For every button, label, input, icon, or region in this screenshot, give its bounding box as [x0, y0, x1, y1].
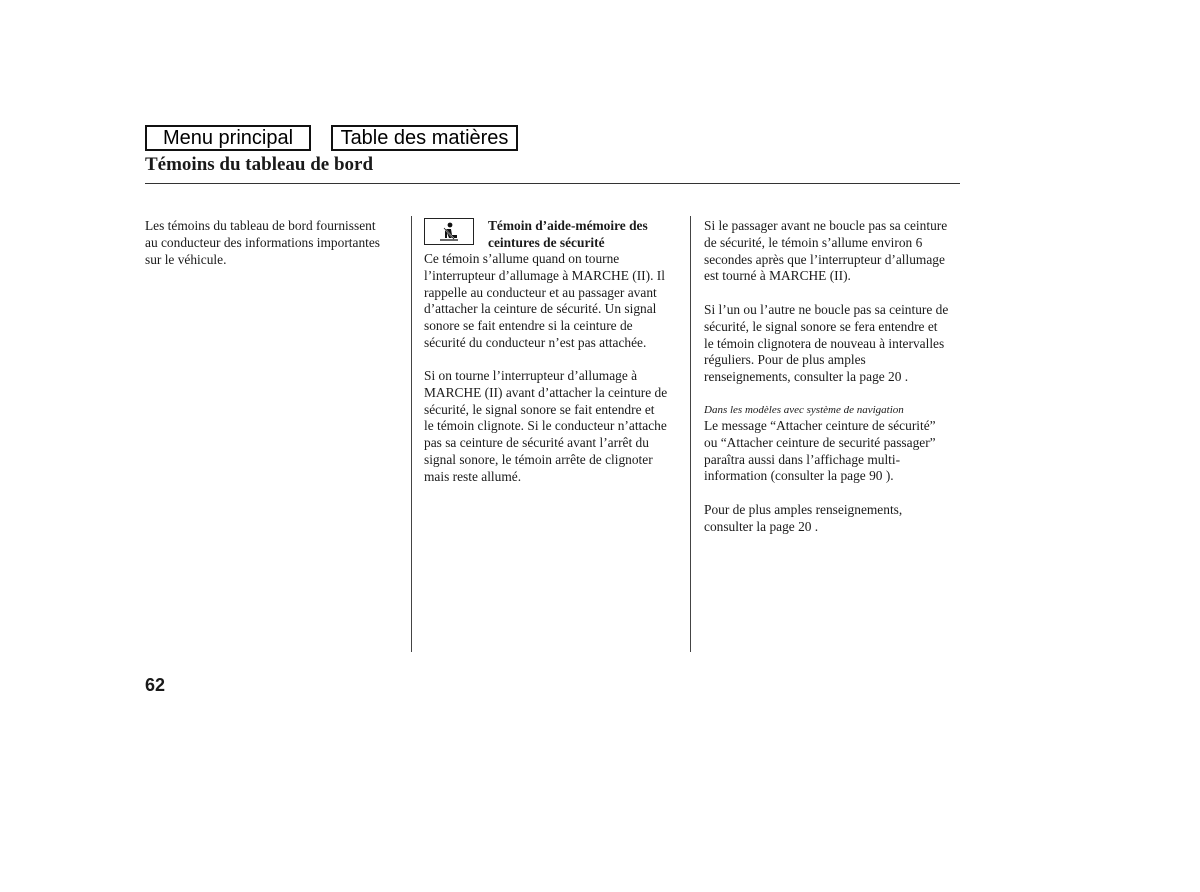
seatbelt-paragraph-2 — [424, 368, 667, 486]
text-line: d’attacher la ceinture de sécurité. Un signal — [424, 301, 657, 317]
heading-line: ceintures de sécurité — [488, 234, 605, 250]
heading-line: Témoin d’aide-mémoire des — [488, 218, 648, 233]
seatbelt-paragraph-1 — [424, 251, 665, 352]
text-line: mais reste allumé. — [424, 468, 522, 484]
text-line: ou “Attacher ceinture de securité passager” — [704, 434, 936, 450]
text-line: sur le véhicule. — [145, 251, 227, 267]
text-line: secondes après que l’interrupteur d’allumage — [704, 251, 945, 267]
text-line: consulter la page 20 . — [704, 518, 819, 534]
text-line: est tourné à MARCHE (II). — [704, 268, 851, 284]
seatbelt-reminder-heading — [488, 218, 648, 252]
passenger-paragraph — [704, 218, 947, 285]
text-line: sécurité, le signal sonore se fera entendre et — [704, 318, 938, 334]
text-line: Le message “Attacher ceinture de sécurité” — [704, 418, 936, 433]
text-line: Si le passager avant ne boucle pas sa ceinture — [704, 218, 948, 233]
column-divider-right — [690, 216, 691, 652]
text-line: Ce témoin s’allume quand on tourne — [424, 251, 620, 266]
text-line: Si on tourne l’interrupteur d’allumage à — [424, 368, 638, 383]
seatbelt-icon — [436, 222, 462, 242]
text-line: réguliers. Pour de plus amples — [704, 352, 866, 368]
text-line: sonore se fait entendre si la ceinture de — [424, 318, 633, 334]
text-line: Pour de plus amples renseignements, — [704, 502, 903, 517]
text-line: paraîtra aussi dans l’affichage multi- — [704, 451, 901, 467]
page-number: 62 — [145, 675, 166, 695]
text-line: Si l’un ou l’autre ne boucle pas sa ceinture de — [704, 302, 949, 317]
text-line: renseignements, consulter la page 20 . — [704, 369, 909, 385]
text-line: le témoin clignote. Si le conducteur n’attache — [424, 418, 667, 434]
more-info-paragraph — [704, 502, 902, 536]
multi-info-paragraph — [704, 418, 936, 485]
page-title: Témoins du tableau de bord — [145, 154, 374, 175]
interval-paragraph — [704, 302, 948, 386]
text-line: au conducteur des informations importantes — [145, 234, 381, 250]
text-line: l’interrupteur d’allumage à MARCHE (II). Il — [424, 267, 665, 283]
text-line: rappelle au conducteur et au passager avant — [424, 284, 657, 300]
text-line: signal sonore, le témoin arrête de clignoter — [424, 451, 653, 467]
table-of-contents-button[interactable]: Table des matières — [331, 125, 518, 151]
text-line: MARCHE (II) avant d’attacher la ceinture de — [424, 384, 668, 400]
text-line: le témoin clignotera de nouveau à intervalles — [704, 335, 945, 351]
intro-paragraph — [145, 218, 380, 268]
text-line: Les témoins du tableau de bord fournissent — [145, 218, 376, 233]
text-line: de sécurité, le témoin s’allume environ 6 — [704, 234, 923, 250]
text-line: sécurité, le signal sonore se fait entendre et — [424, 401, 655, 417]
column-divider-left — [411, 216, 412, 652]
navigation-models-note: Dans les modèles avec système de navigation — [704, 404, 904, 416]
text-line: pas sa ceinture de sécurité avant l’arrêt du — [424, 435, 649, 451]
title-divider — [145, 183, 960, 184]
main-menu-button[interactable]: Menu principal — [145, 125, 311, 151]
seatbelt-reminder-icon — [424, 218, 474, 245]
text-line: sécurité du conducteur n’est pas attachée. — [424, 334, 647, 350]
text-line: information (consulter la page 90 ). — [704, 468, 894, 484]
